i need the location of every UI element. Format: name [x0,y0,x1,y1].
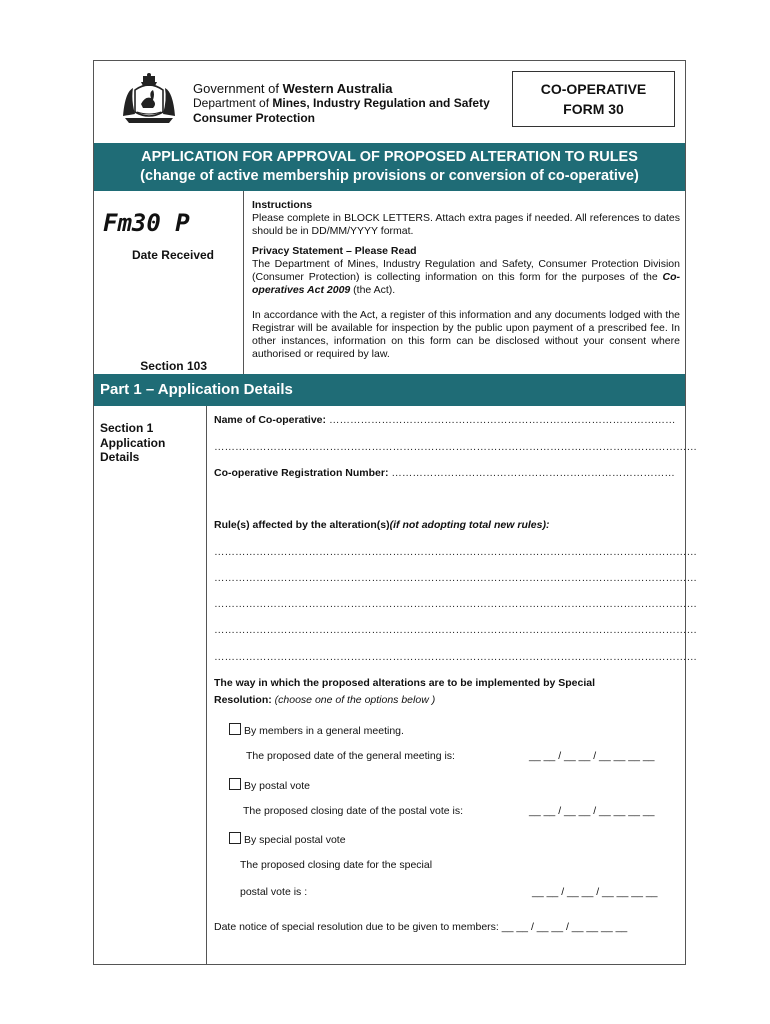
form-header [94,61,685,143]
form-code: Fm30 P [103,209,190,237]
general-meeting-date-label: The proposed date of the general meeting is: [246,750,455,762]
application-form [93,60,697,965]
privacy-heading: Privacy Statement – Please Read [252,245,417,257]
option-postal-vote[interactable]: By postal vote [229,778,310,792]
section1-sidebar [94,406,207,964]
postal-vote-date-label: The proposed closing date of the postal vote is: [243,805,464,817]
notice-date-field[interactable]: Date notice of special resolution due to be given to members: __ __ / __ __ / __ __ __ __ [214,921,628,933]
special-postal-vote-checkbox[interactable] [229,832,241,844]
rules-affected-label: Rule(s) affected by the alteration(s)(if not adopting total new rules): [214,519,550,531]
implementation-note: Resolution: (choose one of the options below ) [214,694,436,706]
register-text: In accordance with the Act, a register of this information and any documents lodged with the Registrar will be available for inspection by the public upon payment of a prescribed fee. In other instances, information on this form can be disclosed without your consent where authorised or required by law. [252,309,680,360]
special-postal-date-label-2: postal vote is : [240,886,308,898]
form-subtitle: (change of active membership provisions or conversion of co-operative) [140,168,639,184]
section-reference: Section 103 [140,359,207,373]
general-meeting-checkbox[interactable] [229,723,241,735]
office-use-panel [94,191,244,374]
special-postal-date-field[interactable]: __ __ / __ __ / __ __ __ __ [532,886,658,898]
part1-heading: Part 1 – Application Details [94,374,685,406]
instructions-panel [252,199,680,368]
option-special-postal-vote[interactable]: By special postal vote [229,832,346,846]
implementation-label: The way in which the proposed alterations are to be implemented by Special [214,677,596,689]
rules-line-2[interactable]: ………………………………………………………………………………………………………………………… [214,572,697,584]
registration-number-field[interactable]: Co-operative Registration Number: ……………………………………………………………………… [214,467,675,479]
form-title: APPLICATION FOR APPROVAL OF PROPOSED ALTERATION TO RULES [141,149,638,165]
rules-line-4[interactable]: ………………………………………………………………………………………………………………………… [214,624,697,636]
option-general-meeting[interactable]: By members in a general meeting. [229,723,404,737]
section1-label: Section 1 Application Details [100,421,166,464]
government-heading: Government of Western Australia Department of Mines, Industry Regulation and Safety Consumer Protection [193,81,490,125]
postal-vote-checkbox[interactable] [229,778,241,790]
rules-line-3[interactable]: ………………………………………………………………………………………………………………………… [214,598,697,610]
rules-line-5[interactable]: ………………………………………………………………………………………………………………………… [214,651,697,663]
special-postal-date-label-1: The proposed closing date for the special [240,859,433,871]
wa-crest-logo [119,72,179,124]
form-number-box: CO-OPERATIVE FORM 30 [512,71,675,127]
rules-line-1[interactable]: ………………………………………………………………………………………………………………………… [214,546,697,558]
date-received-label: Date Received [131,248,214,262]
general-meeting-date-field[interactable]: __ __ / __ __ / __ __ __ __ [529,750,655,762]
postal-vote-date-field[interactable]: __ __ / __ __ / __ __ __ __ [529,805,655,817]
instructions-text: Please complete in BLOCK LETTERS. Attach extra pages if needed. All references to dates should be in DD/MM/YYYY format. [252,212,680,237]
instructions-heading: Instructions [252,199,313,211]
cooperative-name-field[interactable]: Name of Co-operative: ……………………………………………………………………………………… [214,414,676,426]
cooperative-name-field-line2[interactable]: ………………………………………………………………………………………………………………………… [214,441,697,453]
privacy-text: The Department of Mines, Industry Regulation and Safety, Consumer Protection Division (Consumer Protection) is collecting information on this form for the purposes of the Co-operatives Act 2009 (the Act). [252,258,680,296]
form-title-bar [94,143,685,191]
